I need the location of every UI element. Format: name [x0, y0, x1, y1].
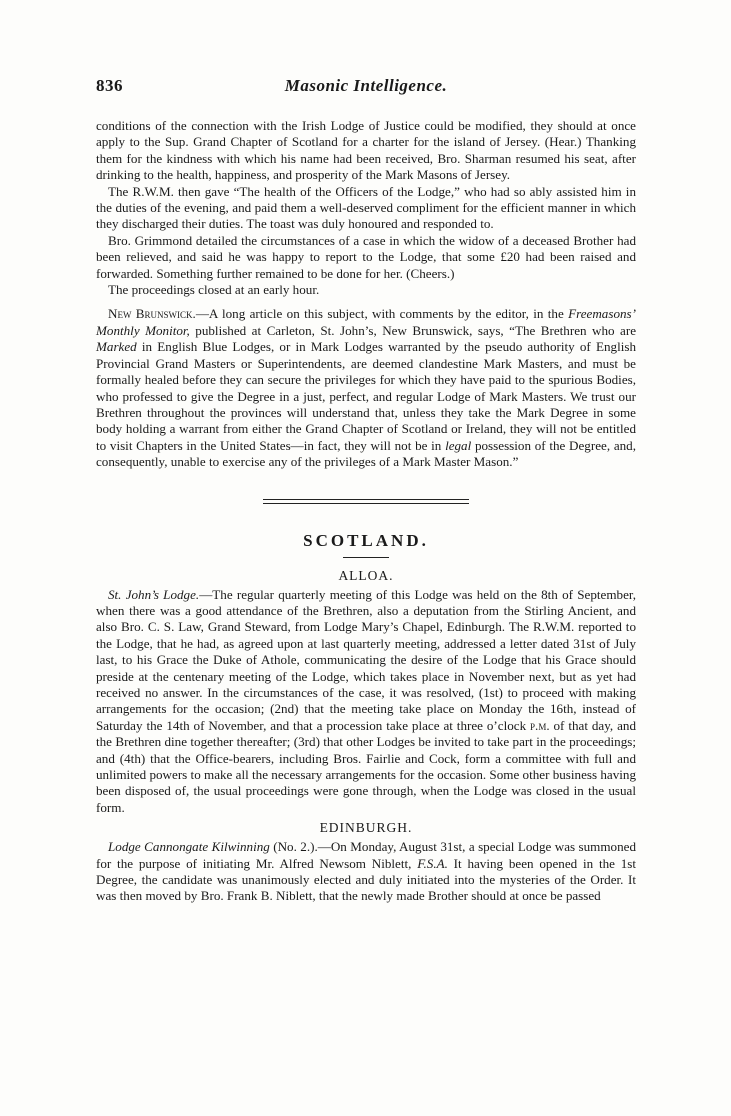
paragraph-alloa	[96, 587, 636, 817]
running-title: Masonic Intelligence.	[284, 76, 448, 95]
text-run: published at Carleton, St. John’s, New Brunswick, says, “The Brethren who are	[189, 322, 637, 338]
text-run: in English Blue Lodges, or in Mark Lodges warranted by the pseudo authority of English Provincial Grand Masters or Superintendents, are deemed clandestine Mark Masters, and must be formally healed before they can secure the privileges for which they have paid to the spurious Bodies, who professed to give the Degree in a just, perfect, and regular Lodge of Mark Masters. We trust our Brethren throughout the provinces will understand that, unless they take the Mark Degree in some body holding a warrant from either the Grand Chapter of Scotland or Ireland, they will not be entitled to visit Chapters in the United States—in fact, they will not be in	[96, 339, 636, 453]
italic-abbrev: F.S.A.	[417, 855, 448, 871]
italic-title: Freemasons’ Monthly Monitor,	[96, 306, 637, 338]
section-divider	[263, 499, 469, 504]
alloa-lead: St. John’s Lodge.	[108, 586, 200, 602]
text-run: of that day, and the Brethren dine together thereafter; (3rd) that other Lodges be invited to take part in the proceedings; and (4th) that the Office-bearers, including Bros. Fairlie and Cock, form a committee with full and unlimited powers to make all the necessary arrangements for the occasion. Some other business having been disposed of, the usual proceedings were gone through, when the Lodge was closed in the usual form.	[96, 717, 636, 815]
page-number: 836	[96, 76, 123, 95]
text-run: —The regular quarterly meeting of this Lodge was held on the 8th of September, when there was a good attendance of the Brethren, also a deputation from the Stirling Ancient, and also Bro. C. S. Law, Grand Steward, from Lodge Mary’s Chapel, Edinburgh. The R.W.M. reported to the Lodge, that he had, as agreed upon at last quarterly meeting, addressed a letter dated 31st of July last, to his Grace the Duke of Athole, communicating the desire of the Lodge that his Grace should preside at the centenary meeting of the Lodge, which takes place in November next, but as yet had received no answer. In the circumstances of the case, it was resolved, (1st) to proceed with making arrangements for the occasion; (2nd) that the meeting take place on Monday the 16th, instead of Saturday the 14th of November, and that a procession take place at three o’clock	[96, 586, 636, 733]
section-title: SCOTLAND.	[303, 530, 429, 550]
text-run: possession of the Degree, and, consequently, unable to exercise any of the privileges of a Mark Master Mason.”	[96, 437, 637, 470]
paragraph-jersey-charter: conditions of the connection with the Irish Lodge of Justice could be modified, they should at once apply to the Sup. Grand Chapter of Scotland for a charter for the island of Jersey. (Hear.) Thanking them for the kindness with which his name had been received, Bro. Sharman resumed his seat, after drinking to the health, happiness, and prosperity of the Mark Masons of Jersey.	[96, 118, 636, 183]
paragraph-edinburgh	[96, 839, 636, 905]
text-run: (No. 2.).—On Monday, August 31st, a special Lodge was summoned for the purpose of initiating Mr. Alfred Newsom Niblett,	[96, 839, 636, 871]
italic-word: legal	[445, 437, 472, 453]
page-header	[96, 76, 636, 100]
paragraph-officers-toast: The R.W.M. then gave “The health of the Officers of the Lodge,” who had so ably assisted him in the duties of the evening, and paid them a well-deserved compliment for the efficient manner in which they discharged their duties. The toast was duly honoured and responded to.	[96, 183, 636, 232]
subheading-edinburgh: EDINBURGH.	[319, 820, 413, 836]
italic-word: Marked	[96, 339, 137, 355]
paragraph-new-brunswick	[96, 306, 636, 470]
text-run: It having been opened in the 1st Degree, the candidate was unanimously elected and duly initiated into the mysteries of the Order. It was then moved by Bro. Frank B. Niblett, that the newly made Brother should at once be passed	[96, 855, 637, 904]
paragraph-widow-relief: Bro. Grimmond detailed the circumstances of a case in which the widow of a deceased Brother had been relieved, and said he was happy to report to the Lodge, that some £20 had been raised and forwarded. Something further remained to be done for her. (Cheers.)	[96, 232, 636, 281]
time-abbrev: p.m.	[530, 717, 550, 733]
paragraph-proceedings-closed: The proceedings closed at an early hour.	[108, 282, 320, 298]
subheading-alloa: ALLOA.	[338, 567, 394, 583]
title-rule	[343, 557, 389, 558]
edinburgh-lead: Lodge Cannongate Kilwinning	[108, 839, 270, 855]
article-body	[96, 118, 636, 905]
text-run: —A long article on this subject, with comments by the editor, in the	[195, 306, 569, 322]
new-brunswick-lead: New Brunswick.	[108, 306, 196, 322]
